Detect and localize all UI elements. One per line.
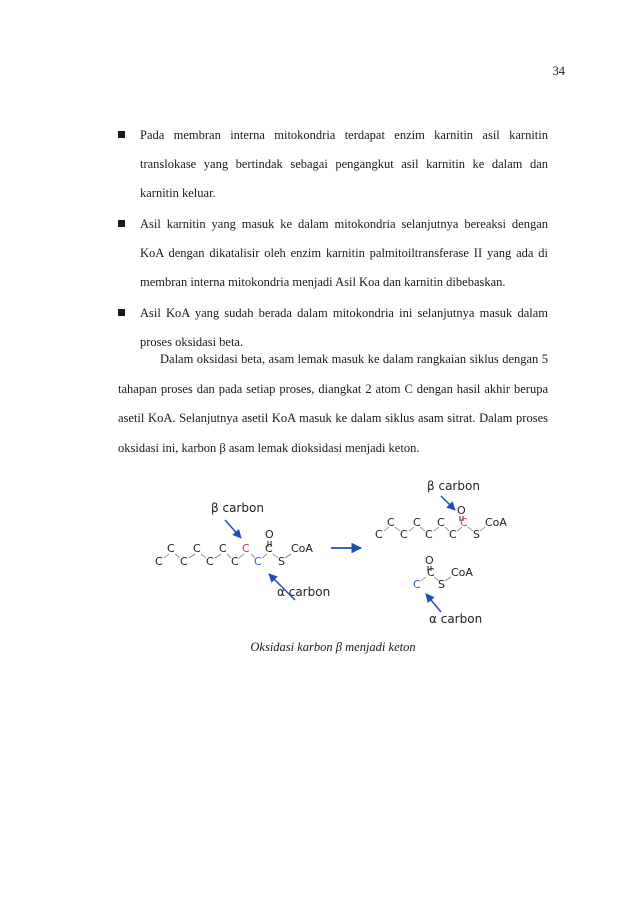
reaction-diagram bbox=[145, 470, 545, 635]
atom-c: C bbox=[167, 542, 175, 555]
coa-label: CoA bbox=[291, 542, 313, 555]
atom-c: C bbox=[437, 516, 445, 529]
coa-label: CoA bbox=[485, 516, 507, 529]
atom-s: S bbox=[278, 555, 285, 568]
alpha-label-right: α carbon bbox=[429, 612, 483, 626]
beta-arrow-right bbox=[441, 496, 455, 510]
beta-label-right: β carbon bbox=[427, 479, 480, 493]
atom-c: C bbox=[155, 555, 163, 568]
atom-o: O bbox=[265, 528, 274, 541]
bullet-list bbox=[118, 121, 548, 357]
atom-c: C bbox=[180, 555, 188, 568]
alpha-label-left: α carbon bbox=[277, 585, 331, 599]
atom-c: C bbox=[375, 528, 383, 541]
page-number: 34 bbox=[552, 64, 565, 78]
atom-s: S bbox=[473, 528, 480, 541]
square-bullet-icon bbox=[118, 309, 125, 316]
list-item bbox=[118, 121, 548, 208]
beta-arrow-left bbox=[225, 520, 241, 538]
list-item-text: Pada membran interna mitokondria terdapat enzim karnitin asil karnitin translokase yang bertindak sebagai pengangkut asil karnitin ke dalam dan karnitin keluar. bbox=[140, 128, 548, 200]
alpha-carbon: C bbox=[413, 578, 421, 591]
atom-c: C bbox=[449, 528, 457, 541]
atom-c: C bbox=[231, 555, 239, 568]
figure-caption bbox=[0, 640, 638, 655]
atom-c: C bbox=[413, 516, 421, 529]
atom-s: S bbox=[438, 578, 445, 591]
square-bullet-icon bbox=[118, 131, 125, 138]
caption-text: Oksidasi karbon β menjadi keton bbox=[250, 640, 416, 654]
beta-carbon: C bbox=[242, 542, 250, 555]
beta-oxidation-figure bbox=[145, 470, 545, 635]
atom-o: O bbox=[425, 554, 434, 567]
paragraph-text: Dalam oksidasi beta, asam lemak masuk ke dalam rangkaian siklus dengan 5 tahapan proses dan pada setiap proses, diangkat 2 atom C dengan hasil akhir berupa asetil KoA. Selanjutnya asetil KoA masuk ke dalam siklus asam sitrat. Dalam proses oksidasi ini, karbon β asam lemak dioksidasi menjadi keton. bbox=[118, 352, 548, 455]
body-paragraph bbox=[118, 345, 548, 463]
list-item-text: Asil KoA yang sudah berada dalam mitokondria ini selanjutnya masuk dalam proses oksidasi beta. bbox=[140, 306, 548, 349]
atom-c: C bbox=[219, 542, 227, 555]
ketone-carbon: C bbox=[460, 516, 468, 529]
beta-label-left: β carbon bbox=[211, 501, 264, 515]
atom-c: C bbox=[265, 542, 273, 555]
square-bullet-icon bbox=[118, 220, 125, 227]
alpha-arrow-right bbox=[426, 594, 441, 612]
atom-c: C bbox=[400, 528, 408, 541]
coa-label: CoA bbox=[451, 566, 473, 579]
atom-c: C bbox=[206, 555, 214, 568]
atom-c: C bbox=[193, 542, 201, 555]
alpha-carbon: C bbox=[254, 555, 262, 568]
atom-o: O bbox=[457, 504, 466, 517]
list-item-text: Asil karnitin yang masuk ke dalam mitokondria selanjutnya bereaksi dengan KoA dengan dikatalisir oleh enzim karnitin palmitoiltransferase II yang ada di membran interna mitokondria menjadi Asil Koa dan karnitin dibebaskan. bbox=[140, 217, 548, 289]
list-item bbox=[118, 210, 548, 297]
atom-c: C bbox=[427, 566, 435, 579]
atom-c: C bbox=[425, 528, 433, 541]
atom-c: C bbox=[387, 516, 395, 529]
